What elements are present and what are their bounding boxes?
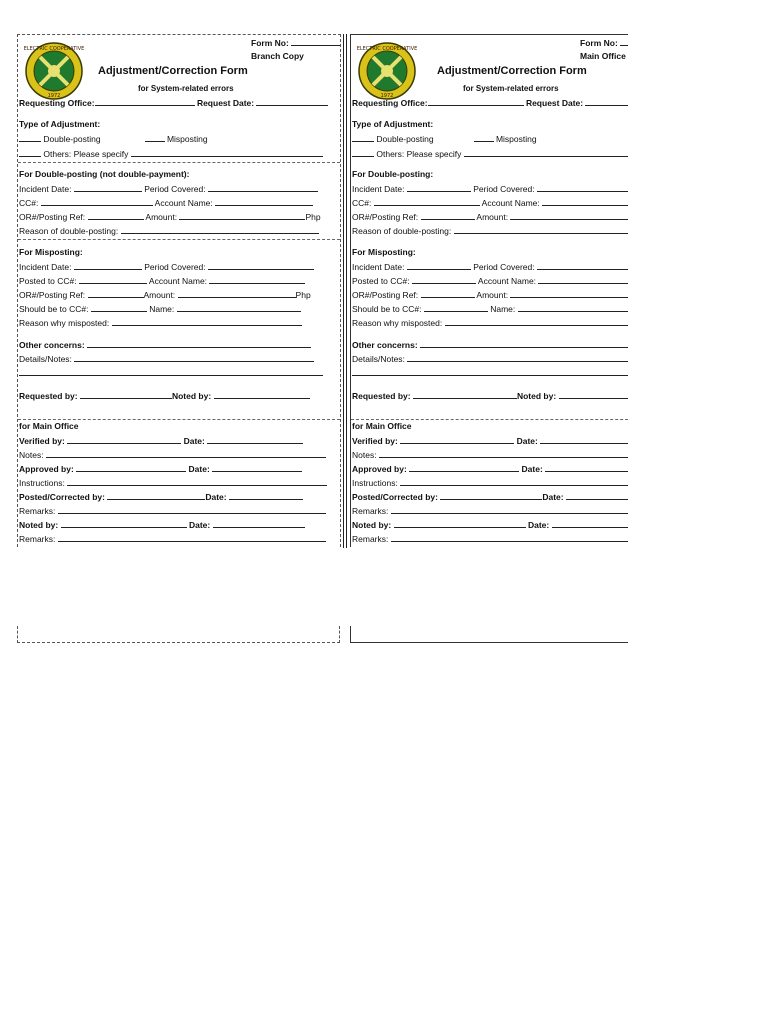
divider-line	[343, 34, 344, 548]
notes-row[interactable]: Notes:	[19, 449, 326, 461]
logo-text: ELECTRIC COOPERATIVE	[24, 46, 84, 52]
mp-posted-row[interactable]: Posted to CC#: Account Name:	[352, 275, 628, 287]
requesting-office-field[interactable]: Requesting Office: Request Date:	[352, 97, 628, 109]
dp-cc-row[interactable]: CC#: Account Name:	[352, 197, 628, 209]
form-title: Adjustment/Correction Form	[98, 65, 248, 77]
details-notes-row[interactable]: Details/Notes:	[19, 353, 314, 365]
noted-by-row[interactable]: Noted by: Date:	[19, 519, 305, 531]
cooperative-seal-logo	[357, 41, 417, 101]
others-specify-field[interactable]: Others: Please specify	[352, 148, 628, 160]
double-posting-heading: For Double-posting:	[352, 169, 434, 179]
form-main-office-copy	[350, 34, 628, 547]
posted-corrected-row[interactable]: Posted/Corrected by: Date:	[352, 491, 628, 503]
others-specify-field[interactable]: Others: Please specify	[19, 148, 323, 160]
dp-reason-row[interactable]: Reason of double-posting:	[352, 225, 628, 237]
dp-or-row[interactable]: OR#/Posting Ref: Amount: Php	[19, 212, 321, 222]
form-subtitle: for System-related errors	[138, 84, 234, 93]
details-notes-line[interactable]	[19, 367, 323, 379]
copy-label: Main Office	[580, 51, 626, 61]
dp-reason-row[interactable]: Reason of double-posting:	[19, 225, 319, 237]
divider-line	[346, 34, 347, 548]
mp-should-row[interactable]: Should be to CC#: Name:	[19, 303, 301, 315]
type-options[interactable]: Double-posting Misposting	[352, 133, 537, 145]
other-concerns-row[interactable]: Other concerns:	[352, 339, 628, 351]
mp-should-row[interactable]: Should be to CC#: Name:	[352, 303, 628, 315]
other-concerns-row[interactable]: Other concerns:	[19, 339, 311, 351]
noted-by-row[interactable]: Noted by: Date:	[352, 519, 628, 531]
verified-row[interactable]: Verified by: Date:	[19, 435, 303, 447]
misposting-heading: For Misposting:	[352, 247, 416, 257]
mp-incident-row[interactable]: Incident Date: Period Covered:	[19, 261, 314, 273]
verified-row[interactable]: Verified by: Date:	[352, 435, 628, 447]
mp-posted-row[interactable]: Posted to CC#: Account Name:	[19, 275, 305, 287]
form-no: Form No:	[580, 37, 628, 49]
form-bottom-stub	[17, 626, 340, 643]
instructions-row[interactable]: Instructions:	[19, 477, 327, 489]
dp-incident-row[interactable]: Incident Date: Period Covered:	[19, 183, 318, 195]
type-heading: Type of Adjustment:	[352, 119, 434, 129]
misposting-heading: For Misposting:	[19, 247, 83, 257]
main-office-heading: for Main Office	[19, 421, 79, 431]
remarks-row[interactable]: Remarks:	[19, 505, 326, 517]
requesting-office-field[interactable]: Requesting Office: Request Date:	[19, 97, 328, 109]
remarks-row-2[interactable]: Remarks:	[19, 533, 326, 545]
mp-or-row[interactable]: OR#/Posting Ref: Amount: Php	[19, 290, 311, 300]
type-heading: Type of Adjustment:	[19, 119, 101, 129]
form-no: Form No:	[251, 37, 341, 49]
form-branch-copy	[17, 34, 341, 547]
main-office-heading: for Main Office	[352, 421, 412, 431]
requested-noted-row[interactable]: Requested by: Noted by:	[352, 390, 628, 402]
mp-reason-row[interactable]: Reason why misposted:	[19, 317, 302, 329]
dp-cc-row[interactable]: CC#: Account Name:	[19, 197, 313, 209]
mp-reason-row[interactable]: Reason why misposted:	[352, 317, 628, 329]
copy-label: Branch Copy	[251, 51, 304, 61]
approved-row[interactable]: Approved by: Date:	[352, 463, 628, 475]
notes-row[interactable]: Notes:	[352, 449, 628, 461]
posted-corrected-row[interactable]: Posted/Corrected by: Date:	[19, 491, 303, 503]
logo-year: 1972	[47, 93, 61, 99]
dp-or-row[interactable]: OR#/Posting Ref: Amount:	[352, 211, 628, 223]
form-title: Adjustment/Correction Form	[437, 65, 587, 77]
instructions-row[interactable]: Instructions:	[352, 477, 628, 489]
details-notes-line[interactable]	[352, 367, 628, 379]
dp-incident-row[interactable]: Incident Date: Period Covered:	[352, 183, 628, 195]
form-subtitle: for System-related errors	[463, 84, 559, 93]
mp-or-row[interactable]: OR#/Posting Ref: Amount:	[352, 289, 628, 301]
remarks-row-2[interactable]: Remarks:	[352, 533, 628, 545]
logo-text: ELECTRIC COOPERATIVE	[357, 46, 417, 52]
approved-row[interactable]: Approved by: Date:	[19, 463, 302, 475]
type-options[interactable]: Double-posting Misposting	[19, 133, 208, 145]
form-bottom-stub	[350, 626, 628, 643]
remarks-row[interactable]: Remarks:	[352, 505, 628, 517]
requested-noted-row[interactable]: Requested by: Noted by:	[19, 390, 310, 402]
details-notes-row[interactable]: Details/Notes:	[352, 353, 628, 365]
logo-year: 1972	[380, 93, 394, 99]
mp-incident-row[interactable]: Incident Date: Period Covered:	[352, 261, 628, 273]
cooperative-seal-logo	[24, 41, 84, 101]
double-posting-heading: For Double-posting (not double-payment):	[19, 169, 190, 179]
